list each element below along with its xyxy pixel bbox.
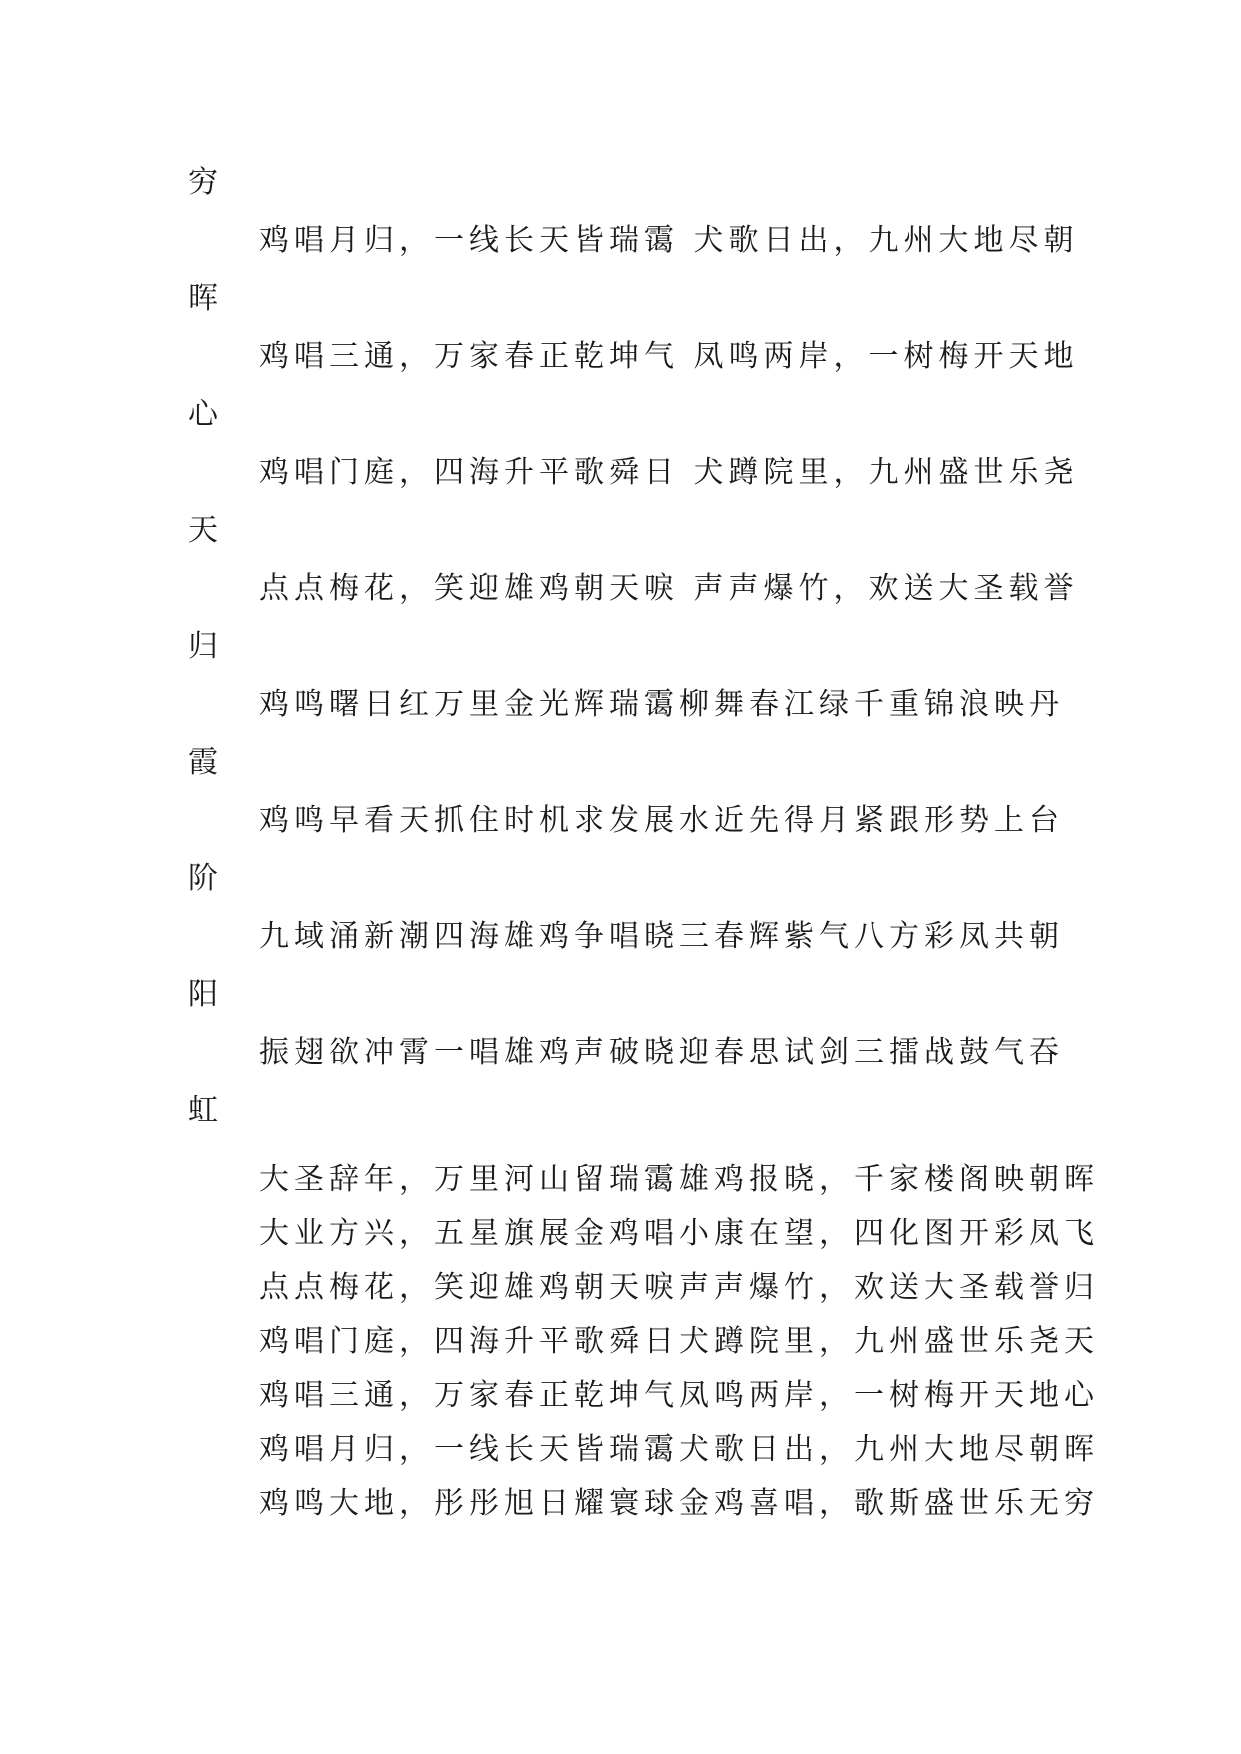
couplet-line: 鸡唱三通，万家春正乾坤气 凤鸣两岸，一树梅开天地 bbox=[259, 339, 1079, 374]
couplet-line: 点点梅花，笑迎雄鸡朝天唳 声声爆竹，欢送大圣载誉 bbox=[259, 571, 1079, 606]
couplet-line: 九域涌新潮四海雄鸡争唱晓三春辉紫气八方彩凤共朝 bbox=[259, 919, 1064, 954]
couplet-line: 振翅欲冲霄一唱雄鸡声破晓迎春思试剑三擂战鼓气吞 bbox=[259, 1035, 1064, 1070]
wrap-line: 霞 bbox=[188, 745, 223, 780]
couplet-list-item: 鸡唱三通，万家春正乾坤气凤鸣两岸，一树梅开天地心 bbox=[259, 1378, 1099, 1413]
couplet-line: 鸡鸣曙日红万里金光辉瑞霭柳舞春江绿千重锦浪映丹 bbox=[259, 687, 1064, 722]
couplet-list-item: 大圣辞年，万里河山留瑞霭雄鸡报晓，千家楼阁映朝晖 bbox=[259, 1162, 1099, 1197]
wrap-line: 穷 bbox=[188, 165, 223, 200]
couplet-line: 鸡唱门庭，四海升平歌舜日 犬蹲院里，九州盛世乐尧 bbox=[259, 455, 1079, 490]
couplet-list bbox=[188, 1153, 1099, 1531]
couplet-line: 鸡唱月归，一线长天皆瑞霭 犬歌日出，九州大地尽朝 bbox=[259, 223, 1079, 258]
wrap-line: 心 bbox=[188, 397, 223, 432]
wrap-line: 阶 bbox=[188, 861, 223, 896]
wrap-line: 归 bbox=[188, 629, 223, 664]
couplet-paragraphs bbox=[188, 154, 1079, 1140]
wrap-line: 晖 bbox=[188, 281, 223, 316]
wrap-line: 天 bbox=[188, 513, 223, 548]
couplet-list-item: 点点梅花，笑迎雄鸡朝天唳声声爆竹，欢送大圣载誉归 bbox=[259, 1270, 1099, 1305]
couplet-list-item: 鸡鸣大地，彤彤旭日耀寰球金鸡喜唱，歌斯盛世乐无穷 bbox=[259, 1486, 1099, 1521]
couplet-list-item: 鸡唱月归，一线长天皆瑞霭犬歌日出，九州大地尽朝晖 bbox=[259, 1432, 1099, 1467]
couplet-list-item: 鸡唱门庭，四海升平歌舜日犬蹲院里，九州盛世乐尧天 bbox=[259, 1324, 1099, 1359]
couplet-line: 鸡鸣早看天抓住时机求发展水近先得月紧跟形势上台 bbox=[259, 803, 1064, 838]
wrap-line: 虹 bbox=[188, 1093, 223, 1128]
couplet-list-item: 大业方兴，五星旗展金鸡唱小康在望，四化图开彩凤飞 bbox=[259, 1216, 1099, 1251]
wrap-line: 阳 bbox=[188, 977, 223, 1012]
